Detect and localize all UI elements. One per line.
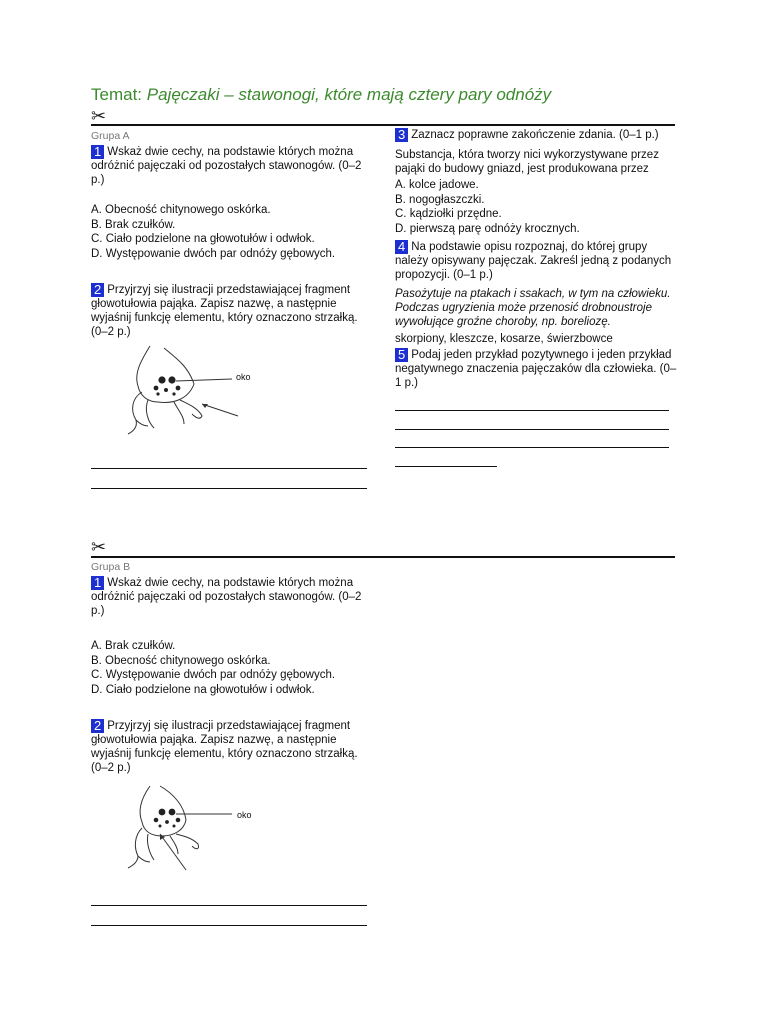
group-a-question-5 <box>395 348 677 390</box>
spider-head-figure-a <box>118 344 268 439</box>
spider-head-figure-b <box>120 784 270 874</box>
question-number: 1 <box>91 576 104 590</box>
option-item[interactable]: A. Obecność chitynowego oskórka. <box>91 204 271 216</box>
question-number: 5 <box>395 348 408 362</box>
group-b-q1-options <box>91 639 381 697</box>
option-item[interactable]: B. nogogłaszczki. <box>395 193 485 206</box>
option-item[interactable]: C. Występowanie dwóch par odnóży gębowych. <box>91 669 336 681</box>
question-number: 2 <box>91 283 104 297</box>
question-text: Zaznacz poprawne zakończenie zdania. (0–1 p.) <box>411 129 659 141</box>
option-item[interactable]: D. pierwszą parę odnóży krocznych. <box>395 222 580 235</box>
q4-choices[interactable]: skorpiony, kleszcze, kosarze, świerzbowce <box>395 333 613 345</box>
answer-line[interactable] <box>395 466 497 467</box>
answer-line[interactable] <box>91 925 367 926</box>
answer-line[interactable] <box>395 429 669 430</box>
figure-label-eye: oko <box>236 372 251 382</box>
question-text: Przyjrzyj się ilustracji przedstawiającej fragment głowotułowia pająka. Zapisz nazwę, a następnie wyjaśnij funkcję elementu, który oznaczono strzałką. (0–2 p.) <box>91 284 358 338</box>
title-topic: Pajęczaki – stawonogi, które mają cztery pary odnóży <box>146 85 552 104</box>
figure-label-eye: oko <box>237 810 252 820</box>
group-a-question-2 <box>91 283 369 339</box>
option-item[interactable]: C. kądziołki przędne. <box>395 208 502 220</box>
group-a-question-4 <box>395 240 675 282</box>
group-b-label: Grupa B <box>91 561 131 573</box>
option-item[interactable]: A. Brak czułków. <box>91 640 176 652</box>
spider-head-illustration <box>118 344 268 439</box>
answer-line[interactable] <box>395 447 669 448</box>
group-a-q1-options <box>91 203 381 261</box>
group-b-question-1 <box>91 576 373 618</box>
page-title <box>91 85 551 105</box>
group-b-question-2 <box>91 719 369 775</box>
scissors-icon: ✂ <box>91 106 107 126</box>
option-item[interactable]: A. kolce jadowe. <box>395 179 479 191</box>
question-text: Przyjrzyj się ilustracji przedstawiającej fragment głowotułowia pająka. Zapisz nazwę, a następnie wyjaśnij funkcję elementu, który oznaczono strzałką. (0–2 p.) <box>91 720 358 774</box>
question-text: Wskaż dwie cechy, na podstawie których można odróżnić pajęczaki od pozostałych stawonogów. (0–2 p.) <box>91 577 362 617</box>
question-text: Na podstawie opisu rozpoznaj, do której grupy należy opisywany pajęczak. Zakreśl jedną z podanych propozycji. (0–1 p.) <box>395 241 672 281</box>
option-item[interactable]: D. Występowanie dwóch par odnóży gębowych. <box>91 247 336 260</box>
question-text: Wskaż dwie cechy, na podstawie których można odróżnić pajęczaki od pozostałych stawonogów. (0–2 p.) <box>91 146 362 186</box>
q4-description: Pasożytuje na ptakach i ssakach, w tym na człowieku. Podczas ugryzienia może przenosić drobnoustroje wywołujące groźne choroby, np. boreliozę. <box>395 288 671 328</box>
answer-line[interactable] <box>91 905 367 906</box>
option-item[interactable]: C. Ciało podzielone na głowotułów i odwłok. <box>91 233 315 245</box>
option-item[interactable]: D. Ciało podzielone na głowotułów i odwłok. <box>91 683 315 696</box>
group-a-question-3 <box>395 128 680 142</box>
question-number: 2 <box>91 719 104 733</box>
group-a-q3-options <box>395 178 675 236</box>
title-prefix: Temat: <box>91 85 147 104</box>
question-text: Podaj jeden przykład pozytywnego i jeden przykład negatywnego znaczenia pajęczaków dla człowieka. (0–1 p.) <box>395 349 677 389</box>
q3-stem: Substancja, która tworzy nici wykorzystywane przez pająki do budowy gniazd, jest produkowana przez <box>395 149 659 175</box>
cut-line-a <box>91 124 675 126</box>
group-a-question-1 <box>91 145 373 187</box>
scissors-icon: ✂ <box>91 537 107 557</box>
spider-head-illustration <box>120 784 270 874</box>
question-number: 1 <box>91 145 104 159</box>
cut-line-b <box>91 556 675 558</box>
answer-line[interactable] <box>91 488 367 489</box>
question-number: 3 <box>395 128 408 142</box>
option-item[interactable]: B. Obecność chitynowego oskórka. <box>91 654 271 667</box>
option-item[interactable]: B. Brak czułków. <box>91 218 176 231</box>
group-a-label: Grupa A <box>91 130 130 142</box>
answer-line[interactable] <box>395 410 669 411</box>
question-number: 4 <box>395 240 408 254</box>
answer-line[interactable] <box>91 468 367 469</box>
